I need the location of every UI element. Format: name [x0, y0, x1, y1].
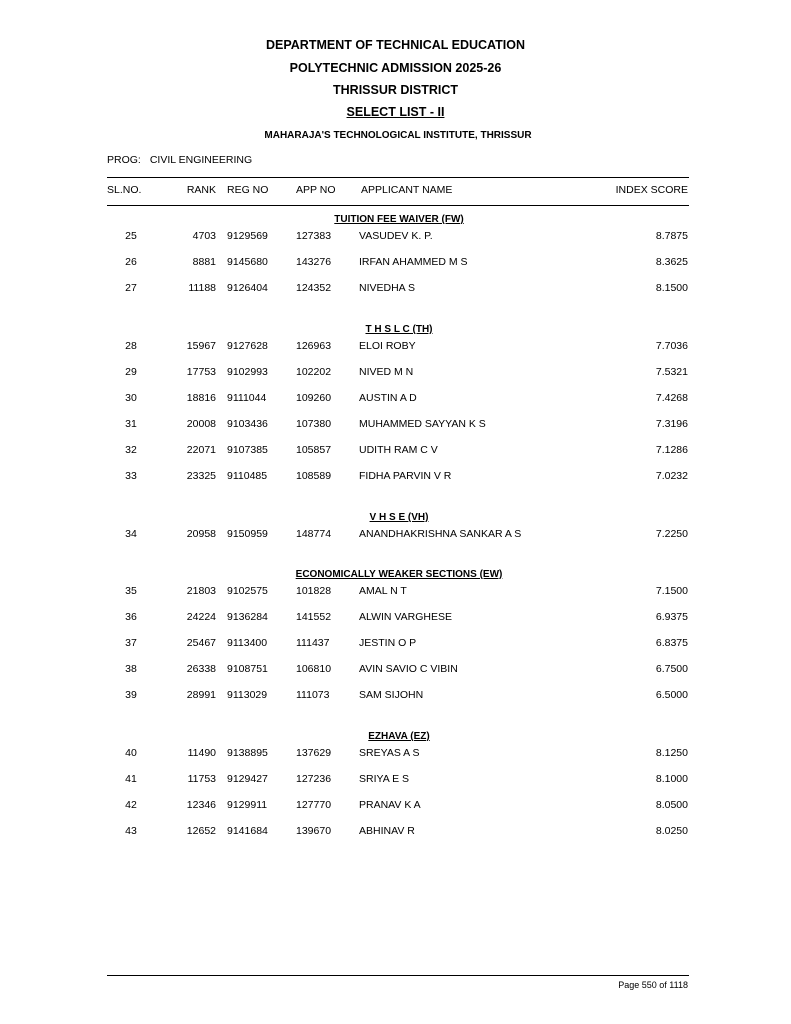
- app-no-cell: 102202: [296, 366, 332, 378]
- category-heading: ECONOMICALLY WEAKER SECTIONS (EW): [295, 569, 503, 580]
- applicant-name-cell: VASUDEV K. P.: [359, 230, 433, 242]
- table-top-rule: [107, 177, 689, 178]
- app-no-cell: 126963: [296, 340, 332, 352]
- index-score-cell: 6.8375: [655, 637, 688, 649]
- sl-no-cell: 41: [125, 773, 137, 785]
- app-no-cell: 143276: [296, 256, 332, 268]
- program-line: [107, 154, 252, 166]
- reg-no-cell: 9113400: [227, 637, 268, 649]
- app-no-cell: 137629: [296, 747, 332, 759]
- sl-no-cell: 30: [125, 392, 137, 404]
- sl-no-cell: 40: [125, 747, 137, 759]
- reg-no-cell: 9111044: [227, 392, 267, 404]
- reg-no-cell: 9150959: [227, 528, 268, 540]
- page-number: Page 550 of 1118: [618, 980, 688, 990]
- reg-no-cell: 9126404: [227, 282, 268, 294]
- reg-no-cell: 9129569: [227, 230, 268, 242]
- sl-no-cell: 36: [125, 611, 137, 623]
- reg-no-cell: 9129427: [227, 773, 268, 785]
- sl-no-cell: 35: [125, 585, 137, 597]
- rank-cell: 20008: [186, 418, 216, 430]
- rank-cell: 8881: [192, 256, 216, 268]
- app-no-cell: 111073: [296, 689, 330, 701]
- rank-cell: 28991: [186, 689, 216, 701]
- sl-no-cell: 34: [125, 528, 137, 540]
- column-header-appno: APP NO: [296, 184, 336, 196]
- applicant-name-cell: MUHAMMED SAYYAN K S: [359, 418, 486, 430]
- index-score-cell: 7.0232: [655, 470, 688, 482]
- index-score-cell: 8.1000: [655, 773, 688, 785]
- reg-no-cell: 9110485: [227, 470, 268, 482]
- applicant-name-cell: AUSTIN A D: [359, 392, 417, 404]
- app-no-cell: 111437: [296, 637, 330, 649]
- list-title-text: SELECT LIST - II: [346, 105, 445, 119]
- rank-cell: 18816: [186, 392, 216, 404]
- rank-cell: 17753: [186, 366, 216, 378]
- category-heading: TUITION FEE WAIVER (FW): [334, 214, 464, 225]
- index-score-cell: 6.5000: [655, 689, 688, 701]
- reg-no-cell: 9141684: [227, 825, 268, 837]
- app-no-cell: 109260: [296, 392, 332, 404]
- program-label: PROG:: [107, 154, 141, 166]
- sl-no-cell: 27: [125, 282, 137, 294]
- app-no-cell: 141552: [296, 611, 332, 623]
- category-heading: V H S E (VH): [369, 512, 429, 523]
- applicant-name-cell: SREYAS A S: [359, 747, 420, 759]
- reg-no-cell: 9136284: [227, 611, 268, 623]
- app-no-cell: 148774: [296, 528, 332, 540]
- applicant-name-cell: JESTIN O P: [359, 637, 417, 649]
- index-score-cell: 7.1286: [655, 444, 688, 456]
- applicant-name-cell: NIVED M N: [359, 366, 414, 378]
- index-score-cell: 7.1500: [655, 585, 688, 597]
- column-header-rank: RANK: [186, 184, 216, 196]
- reg-no-cell: 9127628: [227, 340, 268, 352]
- category-heading: T H S L C (TH): [365, 324, 433, 335]
- index-score-cell: 8.1500: [655, 282, 688, 294]
- reg-no-cell: 9138895: [227, 747, 268, 759]
- app-no-cell: 127383: [296, 230, 332, 242]
- app-no-cell: 108589: [296, 470, 332, 482]
- sl-no-cell: 25: [125, 230, 137, 242]
- index-score-cell: 7.5321: [655, 366, 688, 378]
- reg-no-cell: 9108751: [227, 663, 268, 675]
- column-header-slno: SL.NO.: [107, 184, 142, 196]
- reg-no-cell: 9113029: [227, 689, 268, 701]
- reg-no-cell: 9102575: [227, 585, 268, 597]
- sl-no-cell: 32: [125, 444, 137, 456]
- rank-cell: 12652: [186, 825, 216, 837]
- rank-cell: 11490: [187, 747, 216, 759]
- rank-cell: 12346: [186, 799, 216, 811]
- app-no-cell: 127770: [296, 799, 332, 811]
- index-score-cell: 6.7500: [655, 663, 688, 675]
- reg-no-cell: 9129911: [227, 799, 268, 811]
- applicant-name-cell: ANANDHAKRISHNA SANKAR A S: [359, 528, 522, 540]
- reg-no-cell: 9107385: [227, 444, 268, 456]
- index-score-cell: 8.7875: [655, 230, 688, 242]
- index-score-cell: 7.2250: [655, 528, 688, 540]
- program-value: CIVIL ENGINEERING: [149, 154, 253, 166]
- sl-no-cell: 33: [125, 470, 137, 482]
- column-header-name: APPLICANT NAME: [361, 184, 453, 196]
- app-no-cell: 139670: [296, 825, 332, 837]
- list-title: [0, 105, 791, 119]
- category-heading: EZHAVA (EZ): [368, 731, 430, 742]
- sl-no-cell: 31: [125, 418, 137, 430]
- column-header-score: INDEX SCORE: [615, 184, 688, 196]
- rank-cell: 20958: [186, 528, 216, 540]
- rank-cell: 26338: [186, 663, 216, 675]
- footer-rule: [107, 975, 689, 976]
- sl-no-cell: 28: [125, 340, 137, 352]
- reg-no-cell: 9102993: [227, 366, 268, 378]
- index-score-cell: 7.4268: [655, 392, 688, 404]
- rank-cell: 15967: [186, 340, 216, 352]
- column-header-regno: REG NO: [227, 184, 269, 196]
- rank-cell: 22071: [186, 444, 216, 456]
- app-no-cell: 124352: [296, 282, 332, 294]
- index-score-cell: 6.9375: [655, 611, 688, 623]
- department-title: DEPARTMENT OF TECHNICAL EDUCATION: [265, 38, 526, 52]
- app-no-cell: 107380: [296, 418, 332, 430]
- index-score-cell: 8.3625: [655, 256, 688, 268]
- admission-title: POLYTECHNIC ADMISSION 2025-26: [289, 61, 502, 75]
- institute-name: MAHARAJA'S TECHNOLOGICAL INSTITUTE, THRISSUR: [264, 130, 532, 141]
- rank-cell: 24224: [186, 611, 216, 623]
- app-no-cell: 105857: [296, 444, 332, 456]
- applicant-name-cell: UDITH RAM C V: [359, 444, 438, 456]
- app-no-cell: 106810: [296, 663, 332, 675]
- rank-cell: 23325: [186, 470, 216, 482]
- rank-cell: 11753: [187, 773, 216, 785]
- index-score-cell: 8.0500: [655, 799, 688, 811]
- applicant-name-cell: IRFAN AHAMMED M S: [359, 256, 468, 268]
- app-no-cell: 127236: [296, 773, 332, 785]
- applicant-name-cell: SAM SIJOHN: [359, 689, 424, 701]
- applicant-name-cell: AVIN SAVIO C VIBIN: [359, 663, 458, 675]
- app-no-cell: 101828: [296, 585, 332, 597]
- index-score-cell: 7.3196: [655, 418, 688, 430]
- applicant-name-cell: PRANAV K A: [359, 799, 421, 811]
- rank-cell: 11188: [188, 282, 216, 294]
- sl-no-cell: 26: [125, 256, 137, 268]
- applicant-name-cell: ELOI ROBY: [359, 340, 416, 352]
- sl-no-cell: 39: [125, 689, 137, 701]
- sl-no-cell: 38: [125, 663, 137, 675]
- sl-no-cell: 37: [125, 637, 137, 649]
- rank-cell: 21803: [186, 585, 216, 597]
- applicant-name-cell: FIDHA PARVIN V R: [359, 470, 452, 482]
- table-header-rule: [107, 205, 689, 206]
- applicant-name-cell: AMAL N T: [359, 585, 407, 597]
- district-title: THRISSUR DISTRICT: [333, 83, 458, 97]
- index-score-cell: 8.0250: [655, 825, 688, 837]
- reg-no-cell: 9103436: [227, 418, 268, 430]
- rank-cell: 25467: [186, 637, 216, 649]
- applicant-name-cell: SRIYA E S: [359, 773, 409, 785]
- applicant-name-cell: ABHINAV R: [359, 825, 415, 837]
- sl-no-cell: 42: [125, 799, 137, 811]
- applicant-name-cell: ALWIN VARGHESE: [359, 611, 452, 623]
- rank-cell: 4703: [192, 230, 216, 242]
- applicant-name-cell: NIVEDHA S: [359, 282, 416, 294]
- index-score-cell: 8.1250: [655, 747, 688, 759]
- sl-no-cell: 43: [125, 825, 137, 837]
- reg-no-cell: 9145680: [227, 256, 268, 268]
- sl-no-cell: 29: [125, 366, 137, 378]
- index-score-cell: 7.7036: [655, 340, 688, 352]
